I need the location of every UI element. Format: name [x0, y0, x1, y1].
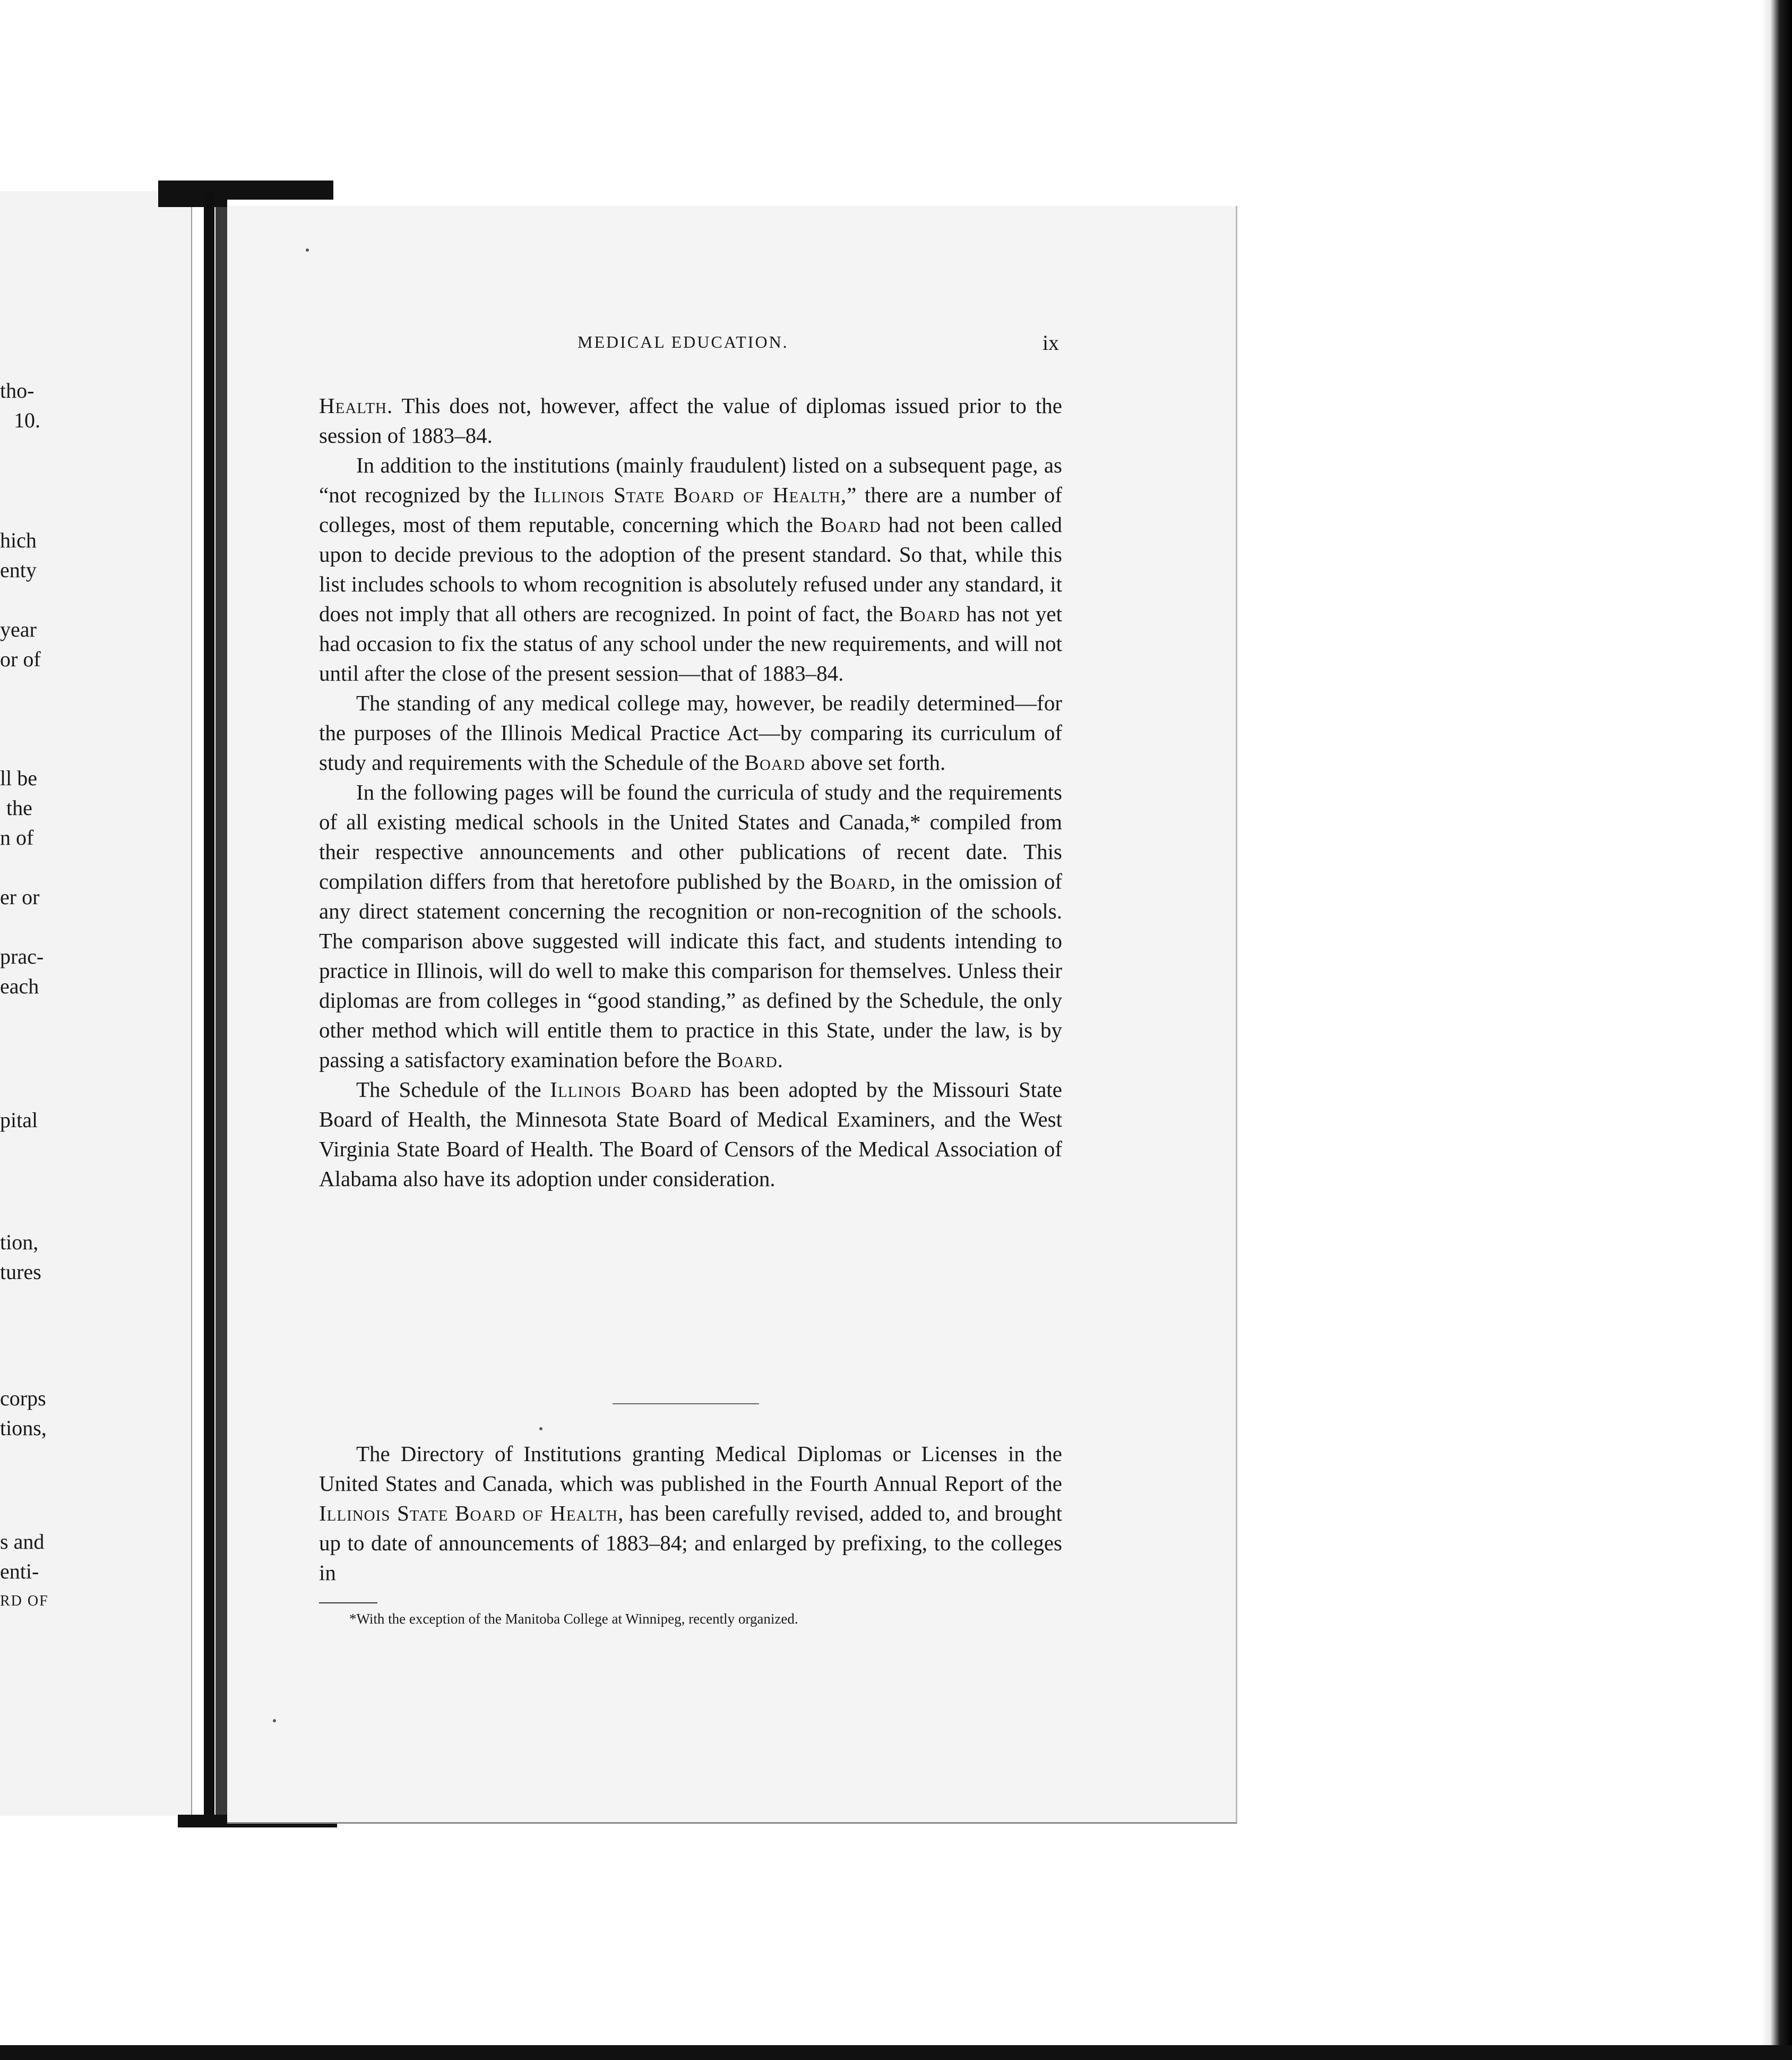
page-header	[227, 332, 1236, 364]
paragraph-3	[319, 688, 1062, 777]
left-page-fragment: enti-	[0, 1559, 39, 1583]
text-run: The Directory of Institutions granting Medical Diplomas or Licenses in the United States and Canada, which was published in the Fourth Annual Report of the	[319, 1441, 1062, 1496]
left-page-fragment: the	[6, 796, 32, 820]
small-caps-word: Illinois Board	[550, 1077, 692, 1102]
text-run: In the following pages will be found the curricula of study and the requirements of all existing medical schools in the United States and Canada,* compiled from their respective announcements and other publications of recent date. This compilation differs from that heretofore published by the	[319, 780, 1062, 894]
left-page-fragment: corps	[0, 1386, 46, 1410]
text-run: .	[777, 1048, 783, 1072]
text-run: , has been carefully revised, added to, and brought up to date of announcements of 1883–84; and enlarged by prefixing, to the colleges in	[319, 1501, 1063, 1585]
paragraph-1	[319, 391, 1062, 450]
small-caps-word: Board	[899, 602, 960, 626]
small-caps-word: Illinois State Board of Health,	[533, 483, 847, 507]
paper-speck	[273, 1719, 276, 1722]
binding-gutter-shadow	[216, 207, 228, 1816]
running-head: MEDICAL EDUCATION.	[578, 332, 789, 351]
body-text-continued	[319, 1439, 1062, 1587]
left-page-fragment: tion,	[0, 1230, 39, 1254]
paragraph-6	[319, 1439, 1062, 1587]
left-page-fragment: tho-	[0, 379, 35, 402]
left-page-fragment: 10.	[14, 408, 40, 432]
small-caps-word: Board	[717, 1048, 778, 1072]
left-page-fragment: RD OF	[0, 1593, 49, 1609]
binding-edge-top-inner	[158, 192, 227, 207]
footnote-rule	[319, 1602, 377, 1603]
footnote: *With the exception of the Manitoba College at Winnipeg, recently organized.	[349, 1611, 798, 1627]
text-run: The Schedule of the	[356, 1077, 550, 1102]
scan-right-edge	[1761, 0, 1792, 2060]
left-page-fragment: year	[0, 617, 37, 641]
text-run: has been adopted by the Missouri State Board of Health, the Minnesota State Board of Medical Examiners, and the West Virginia State Board of Health. The Board of Censors of the Medical Association of Alabama also have its adoption under consideration.	[319, 1077, 1062, 1191]
left-page-fragment: ll be	[0, 766, 37, 790]
section-divider	[613, 1403, 759, 1404]
left-page-fragment: tions,	[0, 1416, 47, 1440]
paragraph-2	[319, 450, 1062, 688]
left-page-fragment: tures	[0, 1260, 41, 1284]
text-run: The standing of any medical college may, however, be readily determined—for the purposes of the Illinois Medical Practice Act—by comparing its curriculum of study and requirements with the Schedule of the	[319, 691, 1062, 775]
left-page-fragment: pital	[0, 1108, 38, 1132]
small-caps-word: Health.	[319, 393, 393, 418]
text-run: In addition to the institutions (mainly fraudulent) listed on a subsequent page, as “not recognized by the	[319, 453, 1062, 507]
text-run: had not been called upon to decide previous to the adoption of the present standard. So that, while this list includes schools to whom recognition is absolutely refused under any standard, it does not imply that all others are recognized. In point of fact, the	[319, 512, 1062, 626]
paragraph-5	[319, 1075, 1062, 1194]
page-number: ix	[1043, 331, 1059, 355]
paper-speck	[306, 248, 309, 252]
left-page-fragment: er or	[0, 885, 40, 909]
text-run: , in the omission of any direct statement concerning the recognition or non-recognition of the schools. The comparison above suggested will indicate this fact, and students intending to practice in Illinois, will do well to make this comparison for themselves. Unless their diplomas are from colleges in “good standing,” as defined by the Schedule, the only other method which will entitle them to practice in this State, under the law, is by passing a satisfactory examination before the	[319, 869, 1062, 1072]
scan-bottom-edge	[0, 2045, 1792, 2060]
paragraph-4	[319, 777, 1062, 1075]
small-caps-word: Illinois State Board of Health	[319, 1501, 618, 1525]
left-page-fragment: each	[0, 974, 39, 998]
main-page	[227, 206, 1237, 1824]
text-run: This does not, however, affect the value of diplomas issued prior to the session of 1883–84.	[319, 393, 1062, 448]
paper-speck	[539, 1427, 542, 1430]
small-caps-word: Board	[820, 512, 881, 537]
text-run: above set forth.	[805, 750, 946, 775]
left-page-fragment: hich	[0, 528, 37, 552]
left-page-fragment: n of	[0, 826, 34, 849]
left-page-fragment: prac-	[0, 945, 44, 968]
binding-spine	[204, 191, 214, 1816]
left-page-fragment: or of	[0, 647, 41, 671]
text-run: has not yet had occasion to fix the status of any school under the new requirements, and will not until after the close of the present session—that of 1883–84.	[319, 602, 1062, 685]
body-text	[319, 391, 1062, 1194]
small-caps-word: Board	[829, 869, 890, 894]
small-caps-word: Board	[744, 750, 806, 775]
left-page-fragment: enty	[0, 558, 37, 582]
text-run: ” there are a number of colleges, most of them reputable, concerning which the	[319, 483, 1062, 537]
left-page-fragment: s and	[0, 1530, 45, 1553]
